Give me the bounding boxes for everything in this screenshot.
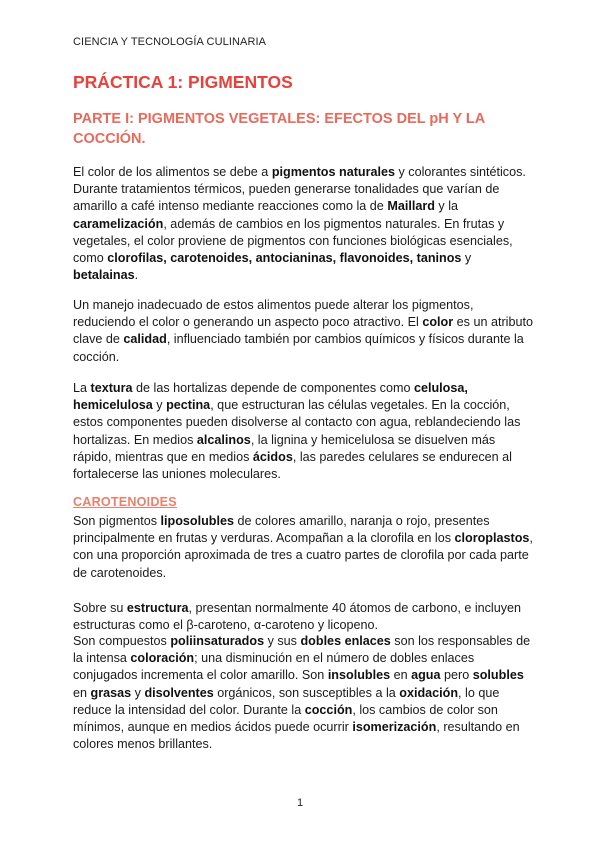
paragraph-color-intro: El color de los alimentos se debe a pigmentos naturales y colorantes sintéticos. Durante tratamientos térmicos, pueden generarse tonalidades que varían de amarillo a café intenso mediante reacciones como la de Maillard y la caramelización, además de cambios en los pigmentos naturales. En frutas y vegetales, el color proviene de pigmentos con funciones biológicas esenciales, como clorofilas, carotenoides, antocianinas, flavonoides, taninos y betalainas. [73, 165, 526, 283]
paragraph-carotenoides-properties: Son compuestos poliinsaturados y sus dobles enlaces son los responsables de la intensa coloración; una disminución en el número de dobles enlaces conjugados incrementa el color amarillo. Son insolubles en agua pero solubles en grasas y disolventes orgánicos, son susceptibles a la oxidación, lo que reduce la intensidad del color. Durante la cocción, los cambios de color son mínimos, aunque en medios ácidos puede ocurrir isomerización, resultando en colores menos brillantes. [73, 634, 531, 752]
section-heading-carotenoides: CAROTENOIDES [73, 495, 177, 509]
paragraph-texture: La textura de las hortalizas depende de componentes como celulosa, hemicelulosa y pectina, que estructuran las células vegetales. En la cocción, estos componentes pueden disolverse al contacto con agua, reblandeciendo las hortalizas. En medios alcalinos, la lignina y hemicelulosa se disuelven más rápido, mientras que en medios ácidos, las paredes celulares se endurecen al fortalecerse las uniones moleculares. [73, 381, 521, 482]
page-title: PRÁCTICA 1: PIGMENTOS [73, 72, 293, 92]
running-header: CIENCIA Y TECNOLOGÍA CULINARIA [73, 36, 267, 48]
page-number: 1 [296, 797, 304, 809]
paragraph-color-quality: Un manejo inadecuado de estos alimentos puede alterar los pigmentos, reduciendo el color o generando un aspecto poco atractivo. El color es un atributo clave de calidad, influenciado también por cambios químicos y físicos durante la cocción. [73, 298, 533, 364]
paragraph-carotenoides-structure: Sobre su estructura, presentan normalmente 40 átomos de carbono, e incluyen estructuras como el β-caroteno, α-caroteno y licopeno. [73, 601, 522, 633]
paragraph-carotenoides-intro: Son pigmentos liposolubles de colores amarillo, naranja o rojo, presentes principalmente en frutas y verduras. Acompañan a la clorofila en los cloroplastos, con una proporción aproximada de tres a cuatro partes de clorofila por cada parte de carotenoides. [73, 514, 533, 580]
part-heading: PARTE I: PIGMENTOS VEGETALES: EFECTOS DEL pH Y LA COCCIÓN. [73, 111, 485, 147]
